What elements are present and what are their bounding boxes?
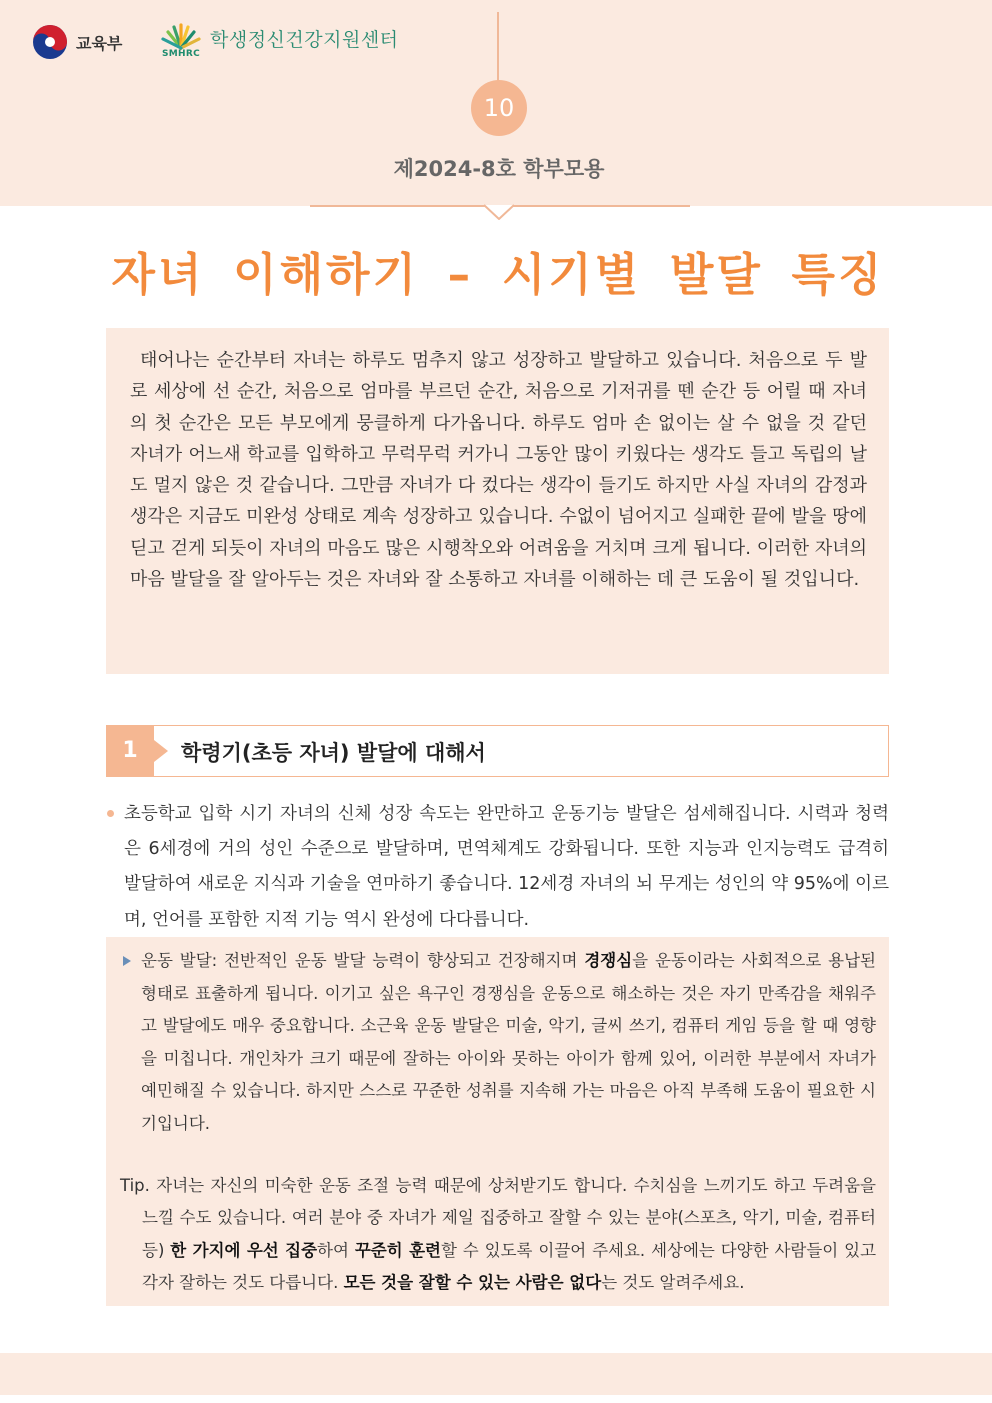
center-logo [158, 22, 399, 60]
center-label: 학생정신건강지원센터 [210, 29, 399, 51]
taegeuk-emblem-icon [32, 24, 68, 60]
bullet-dot-icon [107, 810, 114, 817]
motor-text-2: 을 운동이라는 사회적으로 용납된 형태로 표출하게 됩니다. 이기고 싶은 욕구인 경쟁심을 운동으로 해소하는 것은 자기 만족감을 채워주고 발달에도 매우 중요합니다. 소근육 운동 발달은 미술, 악기, 글씨 쓰기, 컴퓨터 게임 등을 할 때 영향을 미칩니다. 개인차가 크기 때문에 잘하는 아이와 못하는 아이가 함께 있어, 이러한 부분에서 자녀가 예민해질 수 있습니다. 하지만 스스로 꾸준한 성취를 지속해 가는 마음은 아직 부족해 도움이 필요한 시기입니다. [141, 951, 877, 1133]
tip-bold-2: 꾸준히 훈련 [354, 1240, 441, 1260]
section-number: 1 [106, 725, 154, 776]
tip-text-2: 하여 [317, 1240, 355, 1260]
motor-development-item [141, 945, 876, 1141]
ministry-logo [32, 24, 122, 60]
detail-box [106, 937, 889, 1306]
motor-text-1: 운동 발달: 전반적인 운동 발달 능력이 향상되고 건장해지며 [141, 951, 585, 970]
tip-bold-1: 한 가지에 우선 집중 [170, 1240, 318, 1260]
section-header [106, 725, 889, 777]
issue-number-badge: 10 [471, 80, 527, 136]
tip-paragraph [120, 1170, 876, 1300]
section-title: 학령기(초등 자녀) 발달에 대해서 [181, 741, 486, 765]
intro-paragraph: 태어나는 순간부터 자녀는 하루도 멈추지 않고 성장하고 발달하고 있습니다. 처음으로 두 발로 세상에 선 순간, 처음으로 엄마를 부르던 순간, 처음으로 기저귀를 뗀 순간 등 어릴 때 자녀의 첫 순간은 모든 부모에게 뭉클하게 다가옵니다. 하루도 엄마 손 없이는 살 수 없을 것 같던 자녀가 어느새 학교를 입학하고 무럭무럭 커가니 그동안 많이 키웠다는 생각도 들고 독립의 날도 멀지 않은 것 같습니다. 그만큼 자녀가 다 컸다는 생각이 들기도 하지만 사실 자녀의 감정과 생각은 지금도 미완성 상태로 계속 성장하고 있습니다. 수없이 넘어지고 실패한 끝에 발을 땅에 딛고 걷게 되듯이 자녀의 마음도 많은 시행착오와 어려움을 거치며 크게 됩니다. 이러한 자녀의 마음 발달을 잘 알아두는 것은 자녀와 잘 소통하고 자녀를 이해하는 데 큰 도움이 될 것입니다. [130, 350, 867, 591]
intro-box [106, 328, 889, 674]
tip-text-4: 는 것도 알려주세요. [601, 1273, 745, 1293]
center-abbr: SMHRC [162, 49, 201, 59]
issue-notch-icon [484, 204, 514, 220]
triangle-bullet-icon [123, 956, 131, 966]
tip-text-1: Tip. 자녀는 자신의 미숙한 운동 조절 능력 때문에 상처받기도 합니다. 수치심을 느끼기도 하고 두려움을 느낄 수도 있습니다. 여러 분야 중 자녀가 제일 집중하고 잘할 수 있는 분야(스포츠, 악기, 미술, 컴퓨터 등) [120, 1176, 876, 1260]
smhrc-mark [158, 22, 204, 60]
section-paragraph: 초등학교 입학 시기 자녀의 신체 성장 속도는 완만하고 운동기능 발달은 섬세해집니다. 시력과 청력은 6세경에 거의 성인 수준으로 발달하며, 면역체계도 강화됩니다. 또한 지능과 인지능력도 급격히 발달하여 새로운 지식과 기술을 연마하기 좋습니다. 12세경 자녀의 뇌 무게는 성인의 약 95%에 이르며, 언어를 포함한 지적 기능 역시 완성에 다다릅니다. [124, 804, 889, 930]
tip-bold-3: 모든 것을 잘할 수 있는 사람은 없다 [343, 1273, 602, 1293]
sunburst-icon [158, 22, 204, 50]
header-divider-line [497, 12, 499, 86]
section-arrow-icon [154, 740, 168, 762]
issue-label: 제2024-8호 학부모용 [393, 157, 605, 181]
page-title: 자녀 이해하기 – 시기별 발달 특징 [111, 248, 885, 301]
footer-band [0, 1353, 992, 1395]
ministry-label: 교육부 [76, 33, 123, 53]
motor-bold: 경쟁심 [584, 951, 633, 970]
tip-text-3: 할 수 있도록 이끌어 주세요. 세상에는 다양한 사람들이 있고 각자 잘하는 것도 다릅니다. [142, 1240, 877, 1293]
